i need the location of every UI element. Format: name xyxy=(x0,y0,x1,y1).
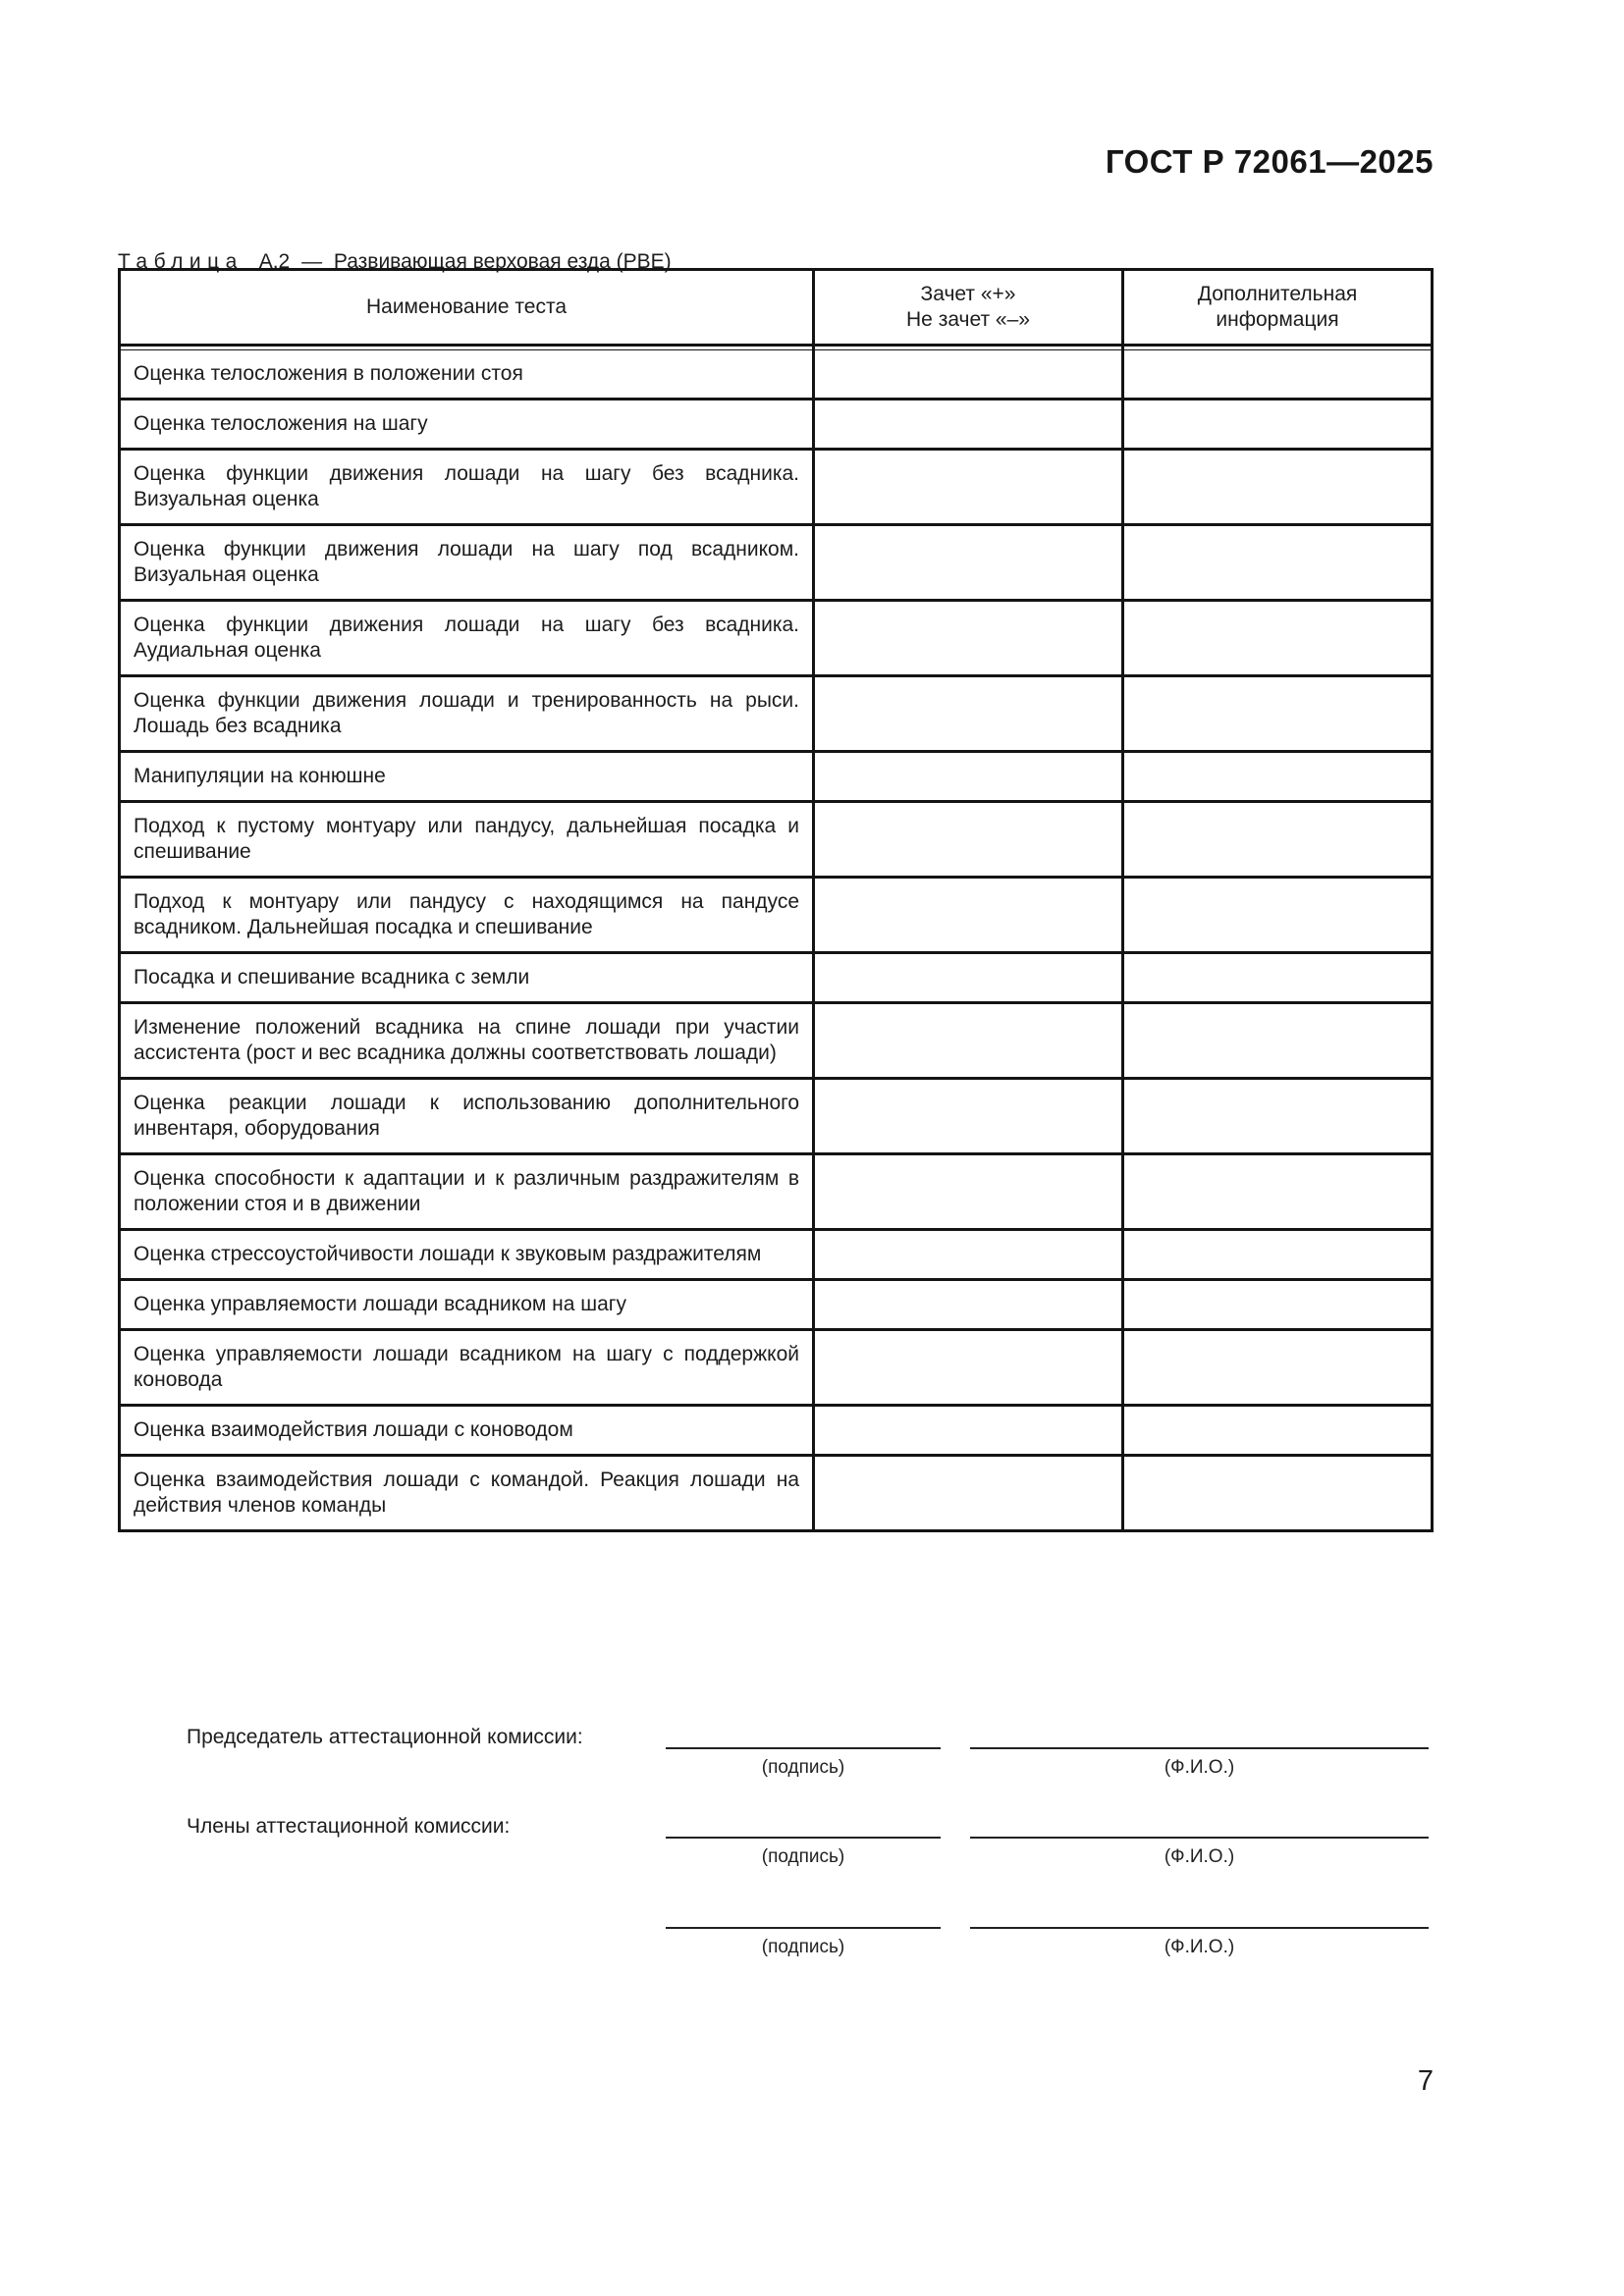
additional-info-cell xyxy=(1124,1004,1431,1080)
additional-info-cell xyxy=(1124,753,1431,803)
pass-fail-cell xyxy=(815,803,1124,879)
member-signature-row xyxy=(187,1812,1429,1839)
pass-fail-cell xyxy=(815,879,1124,954)
additional-info-label-line1: Дополнительная xyxy=(1197,283,1358,305)
test-name-cell: Подход к пустому монтуару или пандусу, дальнейшая посадка и спешивание xyxy=(121,803,815,879)
test-name-cell: Посадка и спешивание всадника с земли xyxy=(121,954,815,1004)
fail-label: Не зачет «–» xyxy=(906,308,1030,331)
additional-info-cell xyxy=(1124,803,1431,879)
additional-info-cell xyxy=(1124,677,1431,753)
member-caption-row-2 xyxy=(187,1937,1429,1960)
table-caption-label: Таблица xyxy=(118,250,244,273)
pass-fail-cell xyxy=(815,753,1124,803)
table-row xyxy=(121,954,1431,1004)
name-caption: (Ф.И.О.) xyxy=(1164,1937,1235,1957)
member-signature-line xyxy=(666,1900,941,1929)
pass-fail-cell xyxy=(815,954,1124,1004)
test-name-cell: Оценка стрессоустойчивости лошади к звуковым раздражителям xyxy=(121,1231,815,1281)
assessment-table xyxy=(118,268,1434,1532)
additional-info-cell xyxy=(1124,1407,1431,1457)
test-name-cell: Манипуляции на конюшне xyxy=(121,753,815,803)
column-header-pass-fail xyxy=(815,271,1124,347)
table-caption-title: Развивающая верховая езда (РВЕ) xyxy=(333,250,672,273)
table-row xyxy=(121,1231,1431,1281)
signature-caption: (подпись) xyxy=(761,1757,845,1778)
test-name-cell: Оценка функции движения лошади и тренированность на рыси. Лошадь без всадника xyxy=(121,677,815,753)
test-name-cell: Оценка телосложения на шагу xyxy=(121,400,815,451)
test-name-cell: Оценка управляемости лошади всадником на шагу с поддержкой коновода xyxy=(121,1331,815,1407)
members-label: Члены аттестационной комиссии: xyxy=(187,1815,511,1838)
signature-caption: (подпись) xyxy=(761,1846,845,1867)
pass-fail-cell xyxy=(815,1155,1124,1231)
additional-info-label-line2: информация xyxy=(1216,308,1339,331)
table-row xyxy=(121,1281,1431,1331)
table-row xyxy=(121,753,1431,803)
test-name-cell: Подход к монтуару или пандусу с находящимся на пандусе всадником. Дальнейшая посадка и спешивание xyxy=(121,879,815,954)
chairman-signature-line xyxy=(666,1721,941,1749)
table-row xyxy=(121,677,1431,753)
table-row xyxy=(121,1331,1431,1407)
table-row xyxy=(121,602,1431,677)
name-caption: (Ф.И.О.) xyxy=(1164,1757,1235,1778)
test-name-cell: Оценка взаимодействия лошади с командой. Реакция лошади на действия членов команды xyxy=(121,1457,815,1529)
chairman-caption-row xyxy=(187,1757,1429,1781)
pass-fail-cell xyxy=(815,677,1124,753)
pass-fail-cell xyxy=(815,1231,1124,1281)
page-number: 7 xyxy=(1417,2065,1434,2097)
table-row xyxy=(121,803,1431,879)
column-header-additional-info xyxy=(1124,271,1431,347)
additional-info-cell xyxy=(1124,400,1431,451)
test-name-cell: Оценка способности к адаптации и к различным раздражителям в положении стоя и в движении xyxy=(121,1155,815,1231)
member-name-line xyxy=(970,1810,1429,1839)
additional-info-cell xyxy=(1124,954,1431,1004)
test-name-cell: Оценка функции движения лошади на шагу без всадника. Визуальная оценка xyxy=(121,451,815,526)
member-name-line xyxy=(970,1900,1429,1929)
test-name-cell: Оценка взаимодействия лошади с коноводом xyxy=(121,1407,815,1457)
table-row xyxy=(121,400,1431,451)
additional-info-cell xyxy=(1124,1231,1431,1281)
pass-fail-cell xyxy=(815,350,1124,400)
signature-caption: (подпись) xyxy=(761,1937,845,1957)
additional-info-cell xyxy=(1124,1331,1431,1407)
pass-fail-cell xyxy=(815,400,1124,451)
table-header-row xyxy=(121,271,1431,347)
pass-fail-cell xyxy=(815,1004,1124,1080)
standard-designation: ГОСТ Р 72061—2025 xyxy=(1105,143,1434,180)
member-caption-row xyxy=(187,1846,1429,1870)
table-row xyxy=(121,1155,1431,1231)
test-name-cell: Оценка телосложения в положении стоя xyxy=(121,350,815,400)
test-name-cell: Оценка реакции лошади к использованию дополнительного инвентаря, оборудования xyxy=(121,1080,815,1155)
additional-info-cell xyxy=(1124,1155,1431,1231)
pass-fail-cell xyxy=(815,1457,1124,1529)
table-row xyxy=(121,451,1431,526)
column-header-test-name: Наименование теста xyxy=(121,271,815,347)
test-name-cell: Изменение положений всадника на спине лошади при участии ассистента (рост и вес всадника должны соответствовать лошади) xyxy=(121,1004,815,1080)
member-signature-row-2 xyxy=(187,1902,1429,1929)
pass-fail-cell xyxy=(815,602,1124,677)
table-row xyxy=(121,1407,1431,1457)
table-row xyxy=(121,879,1431,954)
test-name-cell: Оценка функции движения лошади на шагу без всадника. Аудиальная оценка xyxy=(121,602,815,677)
pass-fail-cell xyxy=(815,451,1124,526)
chairman-signature-row xyxy=(187,1723,1429,1749)
chairman-name-line xyxy=(970,1721,1429,1749)
table-caption-dash: — xyxy=(301,250,323,273)
pass-fail-cell xyxy=(815,1281,1124,1331)
table-row xyxy=(121,1004,1431,1080)
table-row xyxy=(121,1080,1431,1155)
additional-info-cell xyxy=(1124,602,1431,677)
name-caption: (Ф.И.О.) xyxy=(1164,1846,1235,1867)
member-signature-line xyxy=(666,1810,941,1839)
pass-fail-cell xyxy=(815,1331,1124,1407)
additional-info-cell xyxy=(1124,1281,1431,1331)
additional-info-cell xyxy=(1124,526,1431,602)
signature-section xyxy=(187,1723,1434,1998)
pass-fail-cell xyxy=(815,1407,1124,1457)
table-row xyxy=(121,1457,1431,1529)
additional-info-cell xyxy=(1124,1080,1431,1155)
additional-info-cell xyxy=(1124,1457,1431,1529)
test-name-cell: Оценка управляемости лошади всадником на шагу xyxy=(121,1281,815,1331)
additional-info-cell xyxy=(1124,451,1431,526)
chairman-label: Председатель аттестационной комиссии: xyxy=(187,1726,583,1748)
additional-info-cell xyxy=(1124,350,1431,400)
pass-label: Зачет «+» xyxy=(920,283,1016,305)
pass-fail-cell xyxy=(815,526,1124,602)
test-name-cell: Оценка функции движения лошади на шагу под всадником. Визуальная оценка xyxy=(121,526,815,602)
additional-info-cell xyxy=(1124,879,1431,954)
pass-fail-cell xyxy=(815,1080,1124,1155)
table-row xyxy=(121,526,1431,602)
table-caption-number: А.2 xyxy=(258,250,291,273)
table-row xyxy=(121,350,1431,400)
